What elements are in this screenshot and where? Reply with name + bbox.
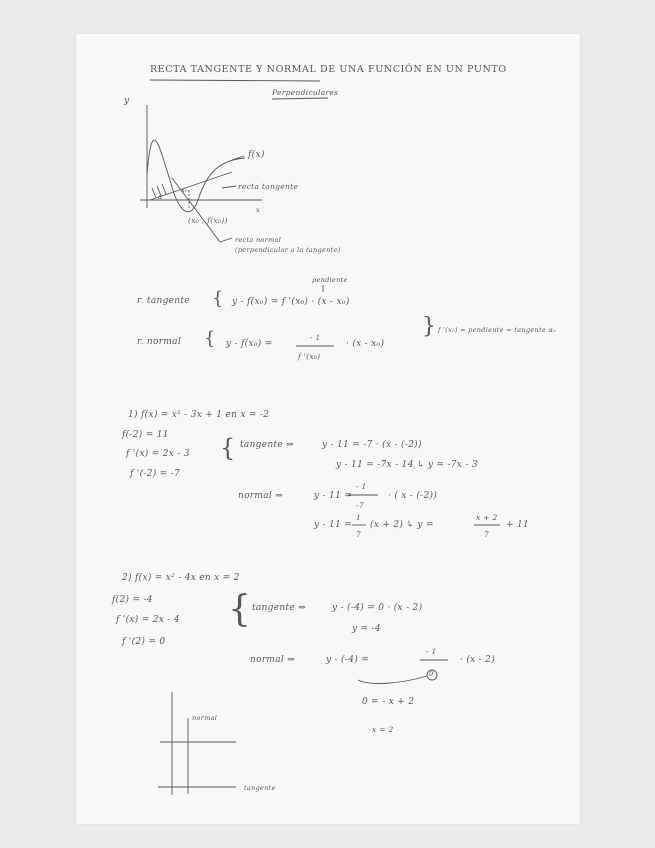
formula-normal-den: f '(x₀) <box>298 352 321 361</box>
page-subtitle: Perpendiculares <box>272 88 339 97</box>
ex2-f-val: f(2) = -4 <box>112 595 153 605</box>
ex1-normal-den: -7 <box>356 501 364 510</box>
ex1-normal-eq2-num: 1 <box>356 513 362 522</box>
ex1-tangente-eq1: y - 11 = -7 · (x - (-2)) <box>322 440 422 450</box>
graph2-tangent-label: tangente <box>244 784 276 792</box>
tangent-label: recta tangente <box>238 182 299 191</box>
brace-icon: { <box>220 434 236 462</box>
ex1-header: 1) f(x) = x² - 3x + 1 en x = -2 <box>128 410 270 420</box>
x0-label: x₀ <box>181 186 188 194</box>
ex1-normal-eq2-fnum: x + 2 <box>476 513 498 522</box>
brace-right-icon: } <box>422 314 436 339</box>
ex1-normal-rhs: · ( x - (-2)) <box>388 491 438 501</box>
formula-tangente-eq: y - f(x₀) = f '(x₀) · (x - x₀) <box>232 297 350 307</box>
brace-icon: { <box>212 288 224 309</box>
ex2-normal-num: - 1 <box>426 647 437 656</box>
ex2-tangente-eq2: y = -4 <box>352 624 381 634</box>
arrow-normal <box>220 238 232 242</box>
alpha-label: α <box>158 193 163 201</box>
ex1-normal-eq2-den: 7 <box>356 530 362 539</box>
ex1-normal-eq2-end: + 11 <box>506 520 530 530</box>
ex2-tangente-eq1: y - (-4) = 0 · (x - 2) <box>332 603 423 613</box>
ex2-deriv: f '(x) = 2x - 4 <box>116 615 180 625</box>
formula-note: f '(x₀) = pendiente = tangente α₀ <box>438 326 556 334</box>
graph1-x-label: x <box>256 206 260 214</box>
ex2-result2: x = 2 <box>372 725 394 734</box>
ex2-tangente-label: tangente ⇒ <box>252 603 307 613</box>
normal-line <box>172 178 220 242</box>
ex1-normal-label: normal ⇒ <box>238 491 284 501</box>
ex2-deriv-val: f '(2) = 0 <box>122 637 166 647</box>
ex1-deriv-val: f '(-2) = -7 <box>130 469 181 479</box>
title-underline <box>150 80 320 81</box>
ex2-normal-rhs: · (x - 2) <box>460 655 496 665</box>
fx-label: f(x) <box>248 150 265 160</box>
arrow-tangent <box>222 186 236 188</box>
ex2-normal-den: 0 <box>429 670 434 678</box>
ex2-header: 2) f(x) = x² - 4x en x = 2 <box>122 573 240 583</box>
point-label: (x₀ , f(x₀)) <box>188 216 228 225</box>
page-title: RECTA TANGENTE Y NORMAL DE UNA FUNCIÓN EN UN PUNTO <box>150 64 507 75</box>
ex1-tangente-eq2: y - 11 = -7x - 14 ↳ y = -7x - 3 <box>336 460 478 470</box>
formula-normal-label: r. normal <box>137 337 182 347</box>
pendiente-label: pendiente <box>312 276 348 284</box>
brace-icon: { <box>228 589 251 630</box>
formula-normal-num: - 1 <box>310 333 321 342</box>
ex2-normal-lhs: y - (-4) = <box>326 655 370 665</box>
graph1-y-label: y <box>124 96 130 106</box>
normal-note: (perpendicular a la tangente) <box>235 246 341 254</box>
ex1-deriv: f '(x) = 2x - 3 <box>126 449 190 459</box>
ex1-normal-eq2-lhs: y - 11 = <box>314 520 353 530</box>
subtitle-underline <box>272 98 328 99</box>
normal-line-label: recta normal <box>235 236 282 244</box>
formula-tangente-label: r. tangente <box>137 296 190 306</box>
ex1-normal-num: - 1 <box>356 482 367 491</box>
ex2-normal-label: normal ⇒ <box>250 655 296 665</box>
ex1-normal-lhs: y - 11 = <box>314 491 353 501</box>
ex1-tangente-label: tangente ⇒ <box>240 440 295 450</box>
ex1-normal-eq2-mid: (x + 2) ↳ y = <box>370 520 434 530</box>
graph2-normal-label: normal <box>192 714 218 722</box>
ex1-normal-eq2-fden: 7 <box>484 530 490 539</box>
formula-normal-rhs: · (x - x₀) <box>346 339 385 349</box>
brace-icon: { <box>204 328 216 349</box>
zero-arrow <box>358 676 427 683</box>
ex2-result1: 0 = - x + 2 <box>362 697 415 707</box>
fx-curve <box>147 140 245 212</box>
ex1-f-val: f(-2) = 11 <box>122 430 169 440</box>
formula-normal-lhs: y - f(x₀) = <box>226 339 273 349</box>
